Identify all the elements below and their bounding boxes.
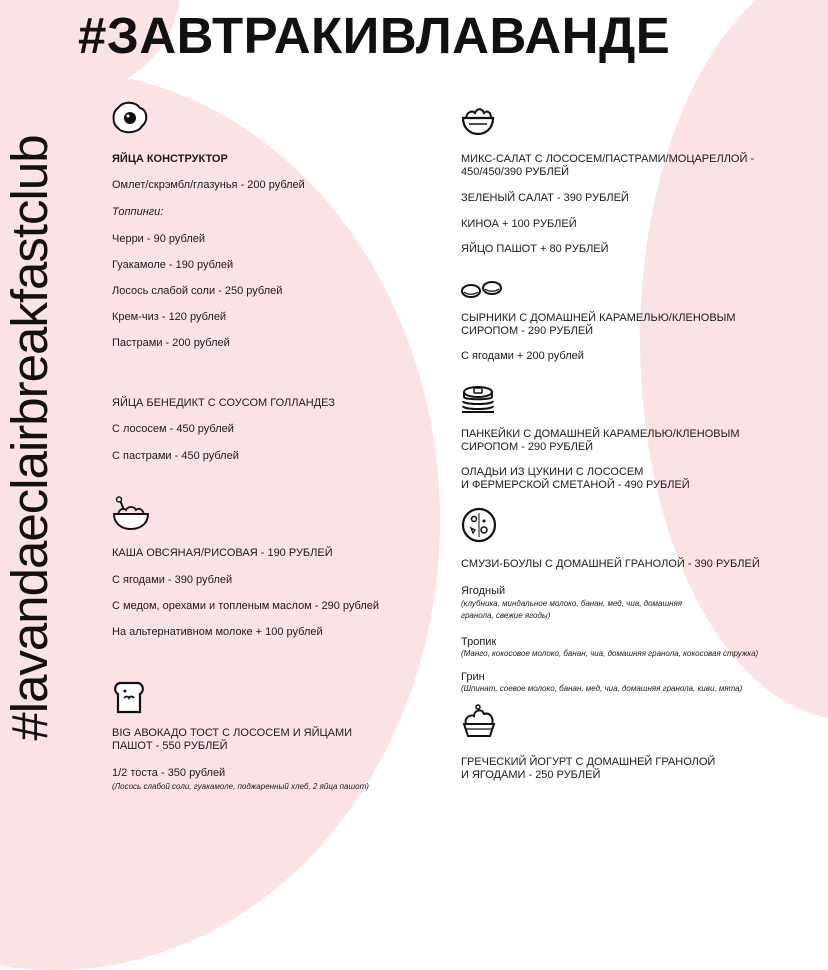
- topping-item: Крем-чиз - 120 рублей: [112, 311, 227, 323]
- smoothie-berry-desc: гранола, свежие ягоды): [461, 611, 551, 620]
- smoothie-green-name: Грин: [461, 671, 485, 683]
- fritters-title-2: И ФЕРМЕРСКОЙ СМЕТАНОЙ - 490 РУБЛЕЙ: [461, 479, 690, 491]
- smoothie-tropic-name: Тропик: [461, 636, 497, 648]
- topping-item: Гуакамоле - 190 рублей: [112, 259, 234, 271]
- salad-item: ЯЙЦО ПАШОТ + 80 РУБЛЕЙ: [461, 243, 609, 255]
- smoothie-green-desc: (Шпинат, соевое молоко, банан, мед, чиа, домашняя гранола, киви, мята): [461, 684, 743, 693]
- pink-shape-left: [0, 70, 440, 970]
- fritters-title-1: ОЛАДЬИ ИЗ ЦУКИНИ С ЛОСОСЕМ: [461, 466, 644, 478]
- eggs-option: Омлет/скрэмбл/глазунья - 200 рублей: [112, 179, 305, 191]
- pink-shape-right: [640, 0, 828, 720]
- topping-item: Лосось слабой соли - 250 рублей: [112, 285, 283, 297]
- porridge-item: С медом, орехами и топленым маслом - 290 рублей: [112, 600, 380, 612]
- toast-icon: [112, 680, 146, 714]
- porridge-bowl-icon: [110, 496, 152, 532]
- topping-item: Черри - 90 рублей: [112, 233, 206, 245]
- salad-item: КИНОА + 100 РУБЛЕЙ: [461, 218, 577, 230]
- salad-bowl-icon: [460, 104, 496, 136]
- topping-item: Пастрами - 200 рублей: [112, 337, 230, 349]
- syrniki-icon: [460, 280, 504, 300]
- smoothie-bowl-icon: [460, 506, 498, 544]
- salad-item: ЗЕЛЕНЫЙ САЛАТ - 390 РУБЛЕЙ: [461, 192, 629, 204]
- pancakes-title-2: СИРОПОМ - 290 РУБЛЕЙ: [461, 441, 594, 453]
- smoothie-tropic-desc: (Манго, кокосовое молоко, банан, чиа, домашняя гранола, кокосовая стружка): [461, 649, 759, 658]
- pancakes-icon: [460, 384, 496, 416]
- syrniki-title-1: СЫРНИКИ С ДОМАШНЕЙ КАРАМЕЛЬЮ/КЛЕНОВЫМ: [461, 312, 736, 324]
- salad-title-1: МИКС-САЛАТ С ЛОСОСЕМ/ПАСТРАМИ/МОЦАРЕЛЛОЙ -: [461, 153, 755, 165]
- benedict-title: ЯЙЦА БЕНЕДИКТ С СОУСОМ ГОЛЛАНДЕЗ: [112, 397, 335, 409]
- smoothie-berry-name: Ягодный: [461, 585, 506, 597]
- smoothie-title: СМУЗИ-БОУЛЫ С ДОМАШНЕЙ ГРАНОЛОЙ - 390 РУБЛЕЙ: [461, 558, 760, 570]
- side-hashtag: #lavandaeclairbreakfastclub: [1, 135, 58, 741]
- toppings-label: Топпинги:: [112, 206, 164, 218]
- porridge-item: На альтернативном молоке + 100 рублей: [112, 626, 323, 638]
- toast-title-2: ПАШОТ - 550 РУБЛЕЙ: [112, 740, 228, 752]
- eggs-title: ЯЙЦА КОНСТРУКТОР: [112, 153, 228, 165]
- yogurt-title-1: ГРЕЧЕСКИЙ ЙОГУРТ С ДОМАШНЕЙ ГРАНОЛОЙ: [461, 756, 716, 768]
- toast-note: (Лосось слабой соли, гуакамоле, поджаренный хлеб, 2 яйца пашот): [112, 782, 369, 791]
- toast-title-1: BIG АВОКАДО ТОСТ С ЛОСОСЕМ И ЯЙЦАМИ: [112, 727, 353, 739]
- pancakes-title-1: ПАНКЕЙКИ С ДОМАШНЕЙ КАРАМЕЛЬЮ/КЛЕНОВЫМ: [461, 428, 740, 440]
- fried-egg-icon: [110, 100, 150, 136]
- salad-title-2: 450/450/390 РУБЛЕЙ: [461, 166, 569, 178]
- porridge-item: С ягодами - 390 рублей: [112, 574, 233, 586]
- syrniki-extra: С ягодами + 200 рублей: [461, 350, 584, 362]
- benedict-item: С пастрами - 450 рублей: [112, 450, 239, 462]
- yogurt-icon: [460, 704, 498, 740]
- toast-half: 1/2 тоста - 350 рублей: [112, 767, 226, 779]
- smoothie-berry-desc: (клубника, миндальное молоко, банан, мед, чиа, домашняя: [461, 599, 683, 608]
- porridge-title: КАША ОВСЯНАЯ/РИСОВАЯ - 190 РУБЛЕЙ: [112, 547, 333, 559]
- page-title: #ЗАВТРАКИВЛАВАНДЕ: [78, 7, 671, 64]
- benedict-item: С лососем - 450 рублей: [112, 423, 234, 435]
- syrniki-title-2: СИРОПОМ - 290 РУБЛЕЙ: [461, 325, 594, 337]
- yogurt-title-2: И ЯГОДАМИ - 250 РУБЛЕЙ: [461, 769, 601, 781]
